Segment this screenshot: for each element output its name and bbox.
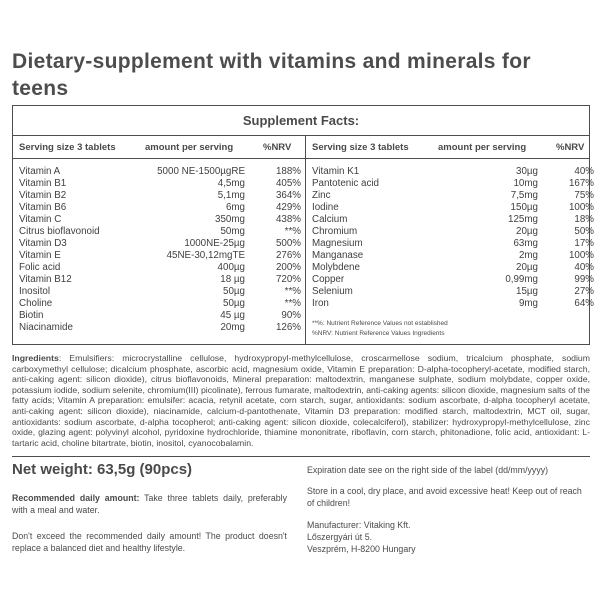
- supplement-facts-box: [12, 105, 594, 345]
- nutrient-name: Pantotenic acid: [312, 178, 379, 189]
- expiration-text: Expiration date see on the right side of the label (dd/mm/yyyy): [307, 465, 549, 475]
- nutrient-row: [13, 322, 305, 334]
- nutrient-nrv: 17%: [574, 238, 594, 249]
- nutrient-row: [306, 250, 598, 262]
- nutrient-row: [306, 238, 598, 250]
- nutrient-row: [13, 298, 305, 310]
- nutrient-name: Niacinamide: [19, 322, 73, 333]
- nutrient-amount: 20µg: [516, 226, 538, 237]
- nutrient-name: Vitamin B1: [19, 178, 67, 189]
- ingredients-text: : Emulsifiers: microcrystalline cellulose, hydroxypropyl-methylcellulose, croscarmellose sodium, tricalcium phosphate, sodium carboxymethyl cellulose; dicalcium phosphate, ascorbic acid, magnesium oxide, Vitamin E preparation: D-alpha-tocopheryl-acetate, modified starch, anti-caking agent: silicon dioxide), citrus bioflavonoids, Mineral preparation: maltodextrin, manganese sulphate, sodium molybdate, copper oxide, potassium iodide, sodium selenite, chromium(III) picolinate), ferrous fumarate, maltodextrin, anti-caking agents: silicon dioxide, magnesium salts of the fatty acids; Vitamin A preparation: emulsifer: acacia, retynil acetate, corn starch, sugar, antioxidants: sodium ascorbate, d-alpha tocopheryl acetate, anti-caking agent: silicon dioxide), niacinamide, calcium-d-pantothenate, Vitamin D3 preparation: modified starch, maltodextrin, MCT oil, sugar, antioxidants: sodium ascorbate, d-alpha tocopherol; anti-caking agent: silicon dioxide, colecalciferol), stabilizer: hydroxypropyl-methylcellulose, zinc oxide, glazing agent: polyvinyl alcohol, pyridoxine hydrochloride, thiamine mononitrate, riboflavin, corn starch, phitonadione, folic acid, antioxidant: L-tartaric acid, choline bitartrate, biotin, inositol, cyanocobalamin.: [12, 353, 590, 448]
- column-header-amount: amount per serving: [438, 142, 527, 153]
- nutrient-row: [13, 214, 305, 226]
- nutrient-amount: 400µg: [217, 262, 245, 273]
- nutrient-nrv: **%: [284, 298, 301, 309]
- facts-note: **%: Nutrient Reference Values not established: [312, 320, 448, 327]
- nutrient-nrv: 405%: [275, 178, 301, 189]
- nutrient-nrv: 188%: [275, 166, 301, 177]
- nutrient-name: Iron: [312, 298, 329, 309]
- nutrient-name: Vitamin D3: [19, 238, 67, 249]
- nutrient-nrv: 126%: [275, 322, 301, 333]
- nutrient-nrv: 720%: [275, 274, 301, 285]
- nutrient-amount: 5,1mg: [217, 190, 245, 201]
- nutrient-amount: 30µg: [516, 166, 538, 177]
- nutrient-name: Iodine: [312, 202, 339, 213]
- nutrient-row: [306, 226, 598, 238]
- manufacturer-block: [307, 519, 590, 556]
- nutrient-nrv: 429%: [275, 202, 301, 213]
- nutrient-row: [13, 286, 305, 298]
- nutrient-name: Vitamin B6: [19, 202, 67, 213]
- nutrient-nrv: 64%: [574, 298, 594, 309]
- nutrient-amount: 350mg: [215, 214, 245, 225]
- nutrient-row: [13, 274, 305, 286]
- nutrient-row: [306, 274, 598, 286]
- nutrient-nrv: 40%: [574, 262, 594, 273]
- nutrient-name: Citrus bioflavonoid: [19, 226, 100, 237]
- nutrient-name: Folic acid: [19, 262, 61, 273]
- nutrient-name: Copper: [312, 274, 345, 285]
- nutrient-nrv: 500%: [275, 238, 301, 249]
- nutrient-row: [306, 190, 598, 202]
- nutrient-amount: 63mg: [513, 238, 538, 249]
- nutrient-amount: 0,99mg: [505, 274, 538, 285]
- nutrient-amount: 50mg: [220, 226, 245, 237]
- nutrient-nrv: 438%: [275, 214, 301, 225]
- manufacturer-name: Manufacturer: Vitaking Kft.: [307, 520, 411, 530]
- nutrient-row: [13, 238, 305, 250]
- nutrient-name: Vitamin A: [19, 166, 61, 177]
- nutrient-nrv: 40%: [574, 166, 594, 177]
- nutrient-amount: 18 µg: [220, 274, 245, 285]
- column-header-nrv: %NRV: [556, 142, 585, 153]
- nutrient-name: Manganase: [312, 250, 364, 261]
- product-title: Dietary-supplement with vitamins and minerals for teens: [12, 50, 531, 100]
- column-header-serving: Serving size 3 tablets: [312, 142, 409, 153]
- nutrient-nrv: 100%: [568, 202, 594, 213]
- storage-text: Store in a cool, dry place, and avoid excessive heat! Keep out of reach of children!: [307, 486, 582, 509]
- column-header-amount: amount per serving: [145, 142, 234, 153]
- nutrient-row: [306, 214, 598, 226]
- nutrient-nrv: 167%: [568, 178, 594, 189]
- facts-left-column: [13, 106, 305, 344]
- nutrient-name: Inositol: [19, 286, 51, 297]
- nutrient-amount: 50µg: [223, 286, 245, 297]
- column-header-nrv: %NRV: [263, 142, 292, 153]
- nutrient-row: [306, 202, 598, 214]
- net-weight: Net weight: 63,5g (90pcs): [12, 461, 193, 478]
- nutrient-row: [306, 262, 598, 274]
- manufacturer-city: Veszprém, H-8200 Hungary: [307, 544, 416, 555]
- facts-left-rows: [13, 166, 305, 334]
- nutrient-amount: 1000NE-25µg: [184, 238, 245, 249]
- nutrient-name: Selenium: [312, 286, 353, 297]
- recommended-daily-amount: [12, 492, 287, 516]
- nutrient-name: Chromium: [312, 226, 358, 237]
- nutrient-amount: 6mg: [225, 202, 245, 213]
- facts-right-rows: [306, 166, 598, 310]
- ingredients-paragraph: [12, 353, 590, 448]
- nutrient-row: [306, 166, 598, 178]
- ingredients-bottom-rule: [12, 456, 590, 457]
- supplement-facts-heading: Supplement Facts:: [242, 113, 360, 128]
- nutrient-row: [13, 250, 305, 262]
- nutrient-name: Magnesium: [312, 238, 363, 249]
- nutrient-row: [13, 310, 305, 322]
- nutrient-nrv: 18%: [574, 214, 594, 225]
- ingredients-label: Ingredients: [12, 353, 59, 363]
- nutrient-nrv: 75%: [574, 190, 594, 201]
- nutrient-row: [13, 166, 305, 178]
- nutrient-amount: 4,5mg: [217, 178, 245, 189]
- nutrient-nrv: **%: [284, 226, 301, 237]
- nutrient-nrv: 90%: [281, 310, 301, 321]
- warning-text: Don't exceed the recommended daily amount! The product doesn't replace a balanced diet and healthy lifestyle.: [12, 531, 287, 554]
- nutrient-amount: 125mg: [508, 214, 538, 225]
- nutrient-row: [13, 202, 305, 214]
- nutrient-amount: 2mg: [518, 250, 538, 261]
- facts-note: %NRV: Nutrient Reference Values Ingredients: [312, 330, 445, 337]
- nutrient-amount: 20µg: [516, 262, 538, 273]
- nutrient-name: Vitamin B2: [19, 190, 67, 201]
- nutrient-name: Vitamin E: [19, 250, 61, 261]
- nutrient-row: [13, 262, 305, 274]
- nutrient-name: Vitamin B12: [19, 274, 72, 285]
- nutrient-row: [306, 178, 598, 190]
- manufacturer-street: Lőszergyári út 5.: [307, 532, 373, 543]
- facts-right-column: [306, 106, 598, 344]
- nutrient-amount: 7,5mg: [510, 190, 538, 201]
- nutrient-row: [13, 178, 305, 190]
- nutrient-row: [13, 226, 305, 238]
- nutrient-name: Choline: [19, 298, 53, 309]
- column-header-serving: Serving size 3 tablets: [19, 142, 116, 153]
- nutrient-nrv: 99%: [574, 274, 594, 285]
- nutrient-nrv: 27%: [574, 286, 594, 297]
- nutrient-amount: 15µg: [516, 286, 538, 297]
- nutrient-amount: 5000 NE-1500µgRE: [157, 166, 245, 177]
- nutrient-amount: 10mg: [513, 178, 538, 189]
- recommended-label: Recommended daily amount:: [12, 493, 140, 503]
- nutrient-amount: 45NE-30,12mgTE: [166, 250, 245, 261]
- nutrient-name: Molybdene: [312, 262, 360, 273]
- nutrient-amount: 20mg: [220, 322, 245, 333]
- nutrient-nrv: 100%: [568, 250, 594, 261]
- nutrient-row: [306, 298, 598, 310]
- nutrient-row: [306, 286, 598, 298]
- nutrient-nrv: 364%: [275, 190, 301, 201]
- recommended-text: Take three tablets daily, preferably with a meal and water.: [12, 493, 287, 516]
- nutrient-nrv: 200%: [275, 262, 301, 273]
- nutrient-amount: 50µg: [223, 298, 245, 309]
- nutrient-amount: 45 µg: [220, 310, 245, 321]
- nutrient-row: [13, 190, 305, 202]
- nutrient-name: Vitamin K1: [312, 166, 360, 177]
- nutrient-nrv: 276%: [275, 250, 301, 261]
- nutrient-name: Calcium: [312, 214, 348, 225]
- nutrient-amount: 9mg: [518, 298, 538, 309]
- nutrient-nrv: **%: [284, 286, 301, 297]
- nutrient-nrv: 50%: [574, 226, 594, 237]
- nutrient-name: Biotin: [19, 310, 44, 321]
- nutrient-name: Zinc: [312, 190, 331, 201]
- nutrient-amount: 150µg: [510, 202, 538, 213]
- nutrient-name: Vitamin C: [19, 214, 62, 225]
